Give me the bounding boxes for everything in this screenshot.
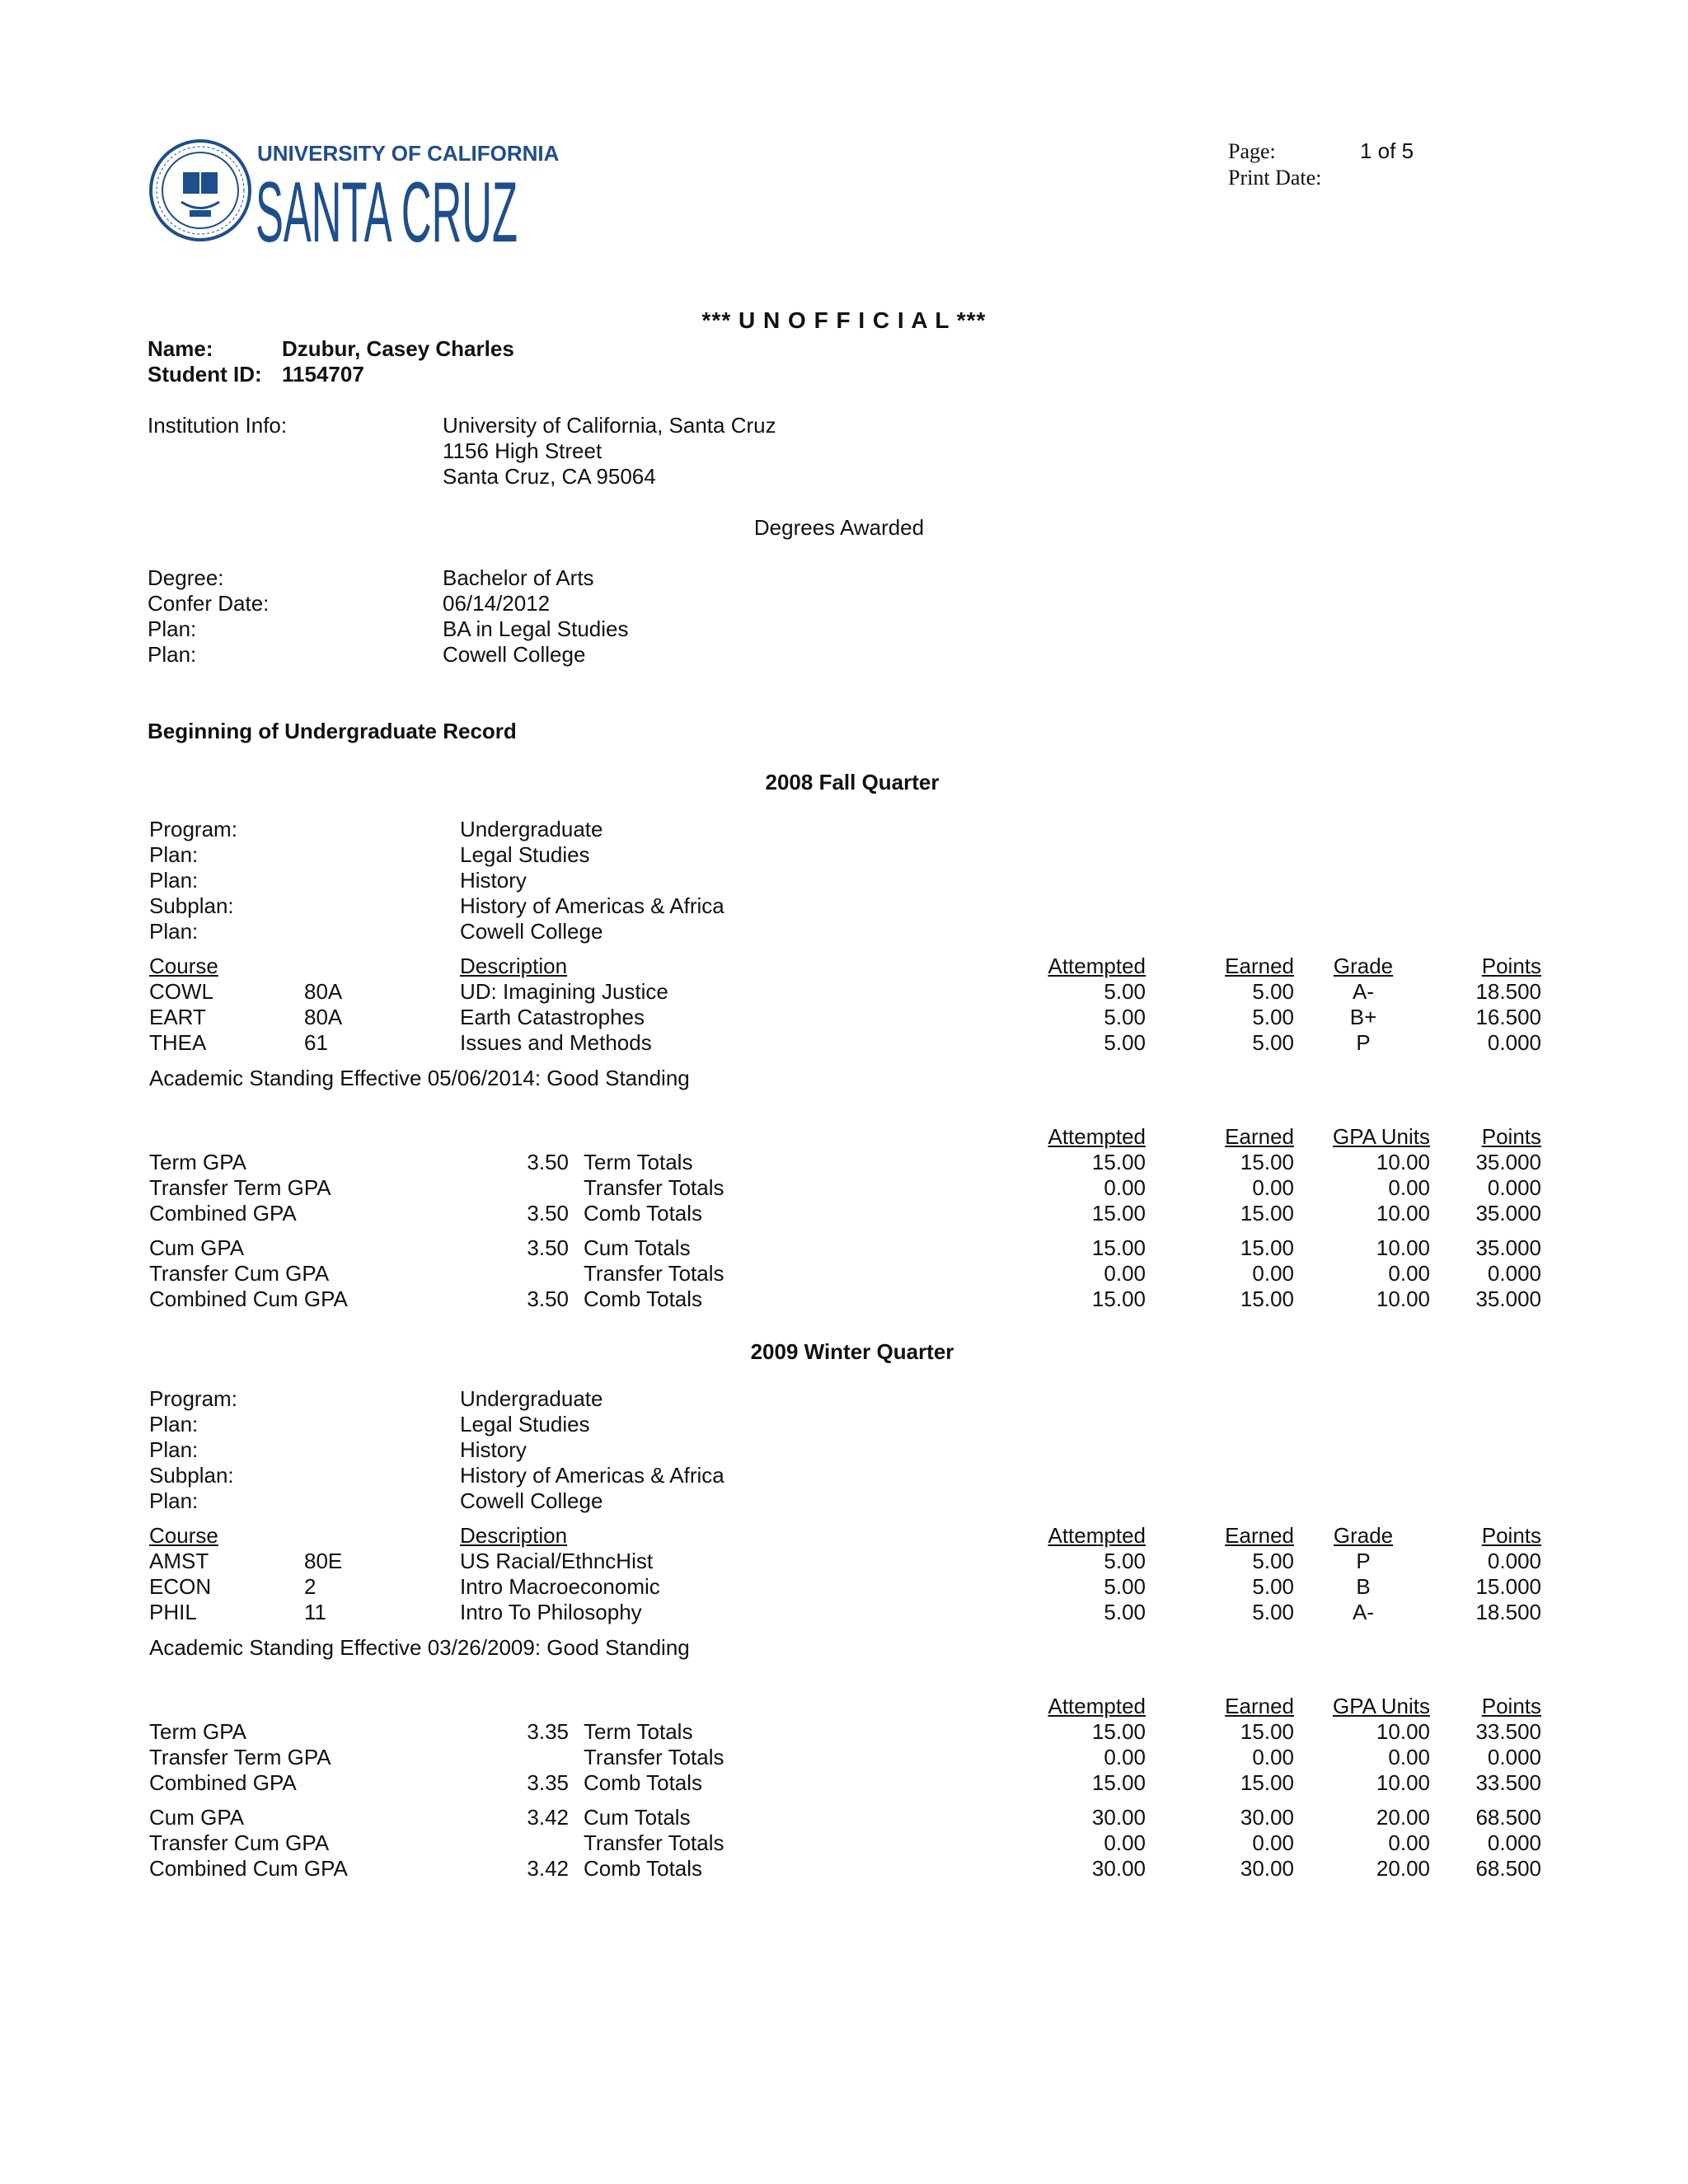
totals-points: 35.000: [1475, 1150, 1541, 1174]
course-attempted: 5.00: [1104, 1005, 1146, 1029]
course-earned: 5.00: [1252, 979, 1294, 1004]
gpa-value: 3.35: [527, 1719, 569, 1744]
degree-label: Degree:: [148, 565, 224, 590]
totals-gpa-units: 20.00: [1376, 1805, 1430, 1830]
course-subject: ECON: [149, 1574, 212, 1599]
program-label: Plan:: [149, 1488, 199, 1513]
course-earned: 5.00: [1252, 1549, 1294, 1573]
totals-gpa-units: 20.00: [1376, 1856, 1430, 1881]
totals-earned: 15.00: [1240, 1201, 1294, 1226]
program-value: Cowell College: [460, 1488, 603, 1513]
totals-earned: 15.00: [1240, 1286, 1294, 1311]
totals-gpa-units: 0.00: [1388, 1261, 1430, 1286]
totals-points: 33.500: [1475, 1719, 1541, 1744]
academic-standing: Academic Standing Effective 05/06/2014: Good Standing: [149, 1066, 690, 1090]
totals-earned: 15.00: [1240, 1150, 1294, 1174]
program-label: Subplan:: [149, 893, 234, 918]
points-header: Points: [1481, 1523, 1541, 1548]
course-subject: PHIL: [149, 1600, 197, 1624]
gpa-label: Combined GPA: [149, 1770, 297, 1795]
degree-label: Plan:: [148, 642, 197, 667]
totals-gpa-units: 10.00: [1376, 1770, 1430, 1795]
course-points: 0.000: [1487, 1549, 1541, 1573]
description-header: Description: [460, 954, 568, 978]
earned-header: Earned: [1225, 1523, 1294, 1548]
course-description: Earth Catastrophes: [460, 1005, 645, 1029]
course-subject: COWL: [149, 979, 213, 1004]
course-subject: EART: [149, 1005, 206, 1029]
points-header: Points: [1481, 954, 1541, 978]
degree-value: Bachelor of Arts: [443, 565, 594, 590]
course-number: 61: [304, 1030, 328, 1055]
totals-points: 0.000: [1487, 1175, 1541, 1200]
course-subject: AMST: [149, 1549, 209, 1573]
totals-attempted: 15.00: [1091, 1719, 1146, 1744]
course-points: 16.500: [1475, 1005, 1541, 1029]
course-points: 0.000: [1487, 1030, 1541, 1055]
totals-earned: 0.00: [1252, 1745, 1294, 1769]
course-grade: P: [1356, 1030, 1371, 1055]
totals-attempted: 15.00: [1091, 1150, 1146, 1174]
gpa-value: 3.50: [527, 1150, 569, 1174]
totals-attempted: 0.00: [1104, 1830, 1146, 1855]
totals-label: Term Totals: [584, 1150, 693, 1174]
course-number: 2: [304, 1574, 316, 1599]
program-value: History: [460, 868, 527, 893]
university-logo: [148, 136, 560, 260]
totals-earned: 0.00: [1252, 1261, 1294, 1286]
institution-line: Santa Cruz, CA 95064: [443, 464, 656, 489]
totals-points: 33.500: [1475, 1770, 1541, 1795]
totals-attempted: 15.00: [1091, 1770, 1146, 1795]
totals-label: Cum Totals: [584, 1805, 691, 1830]
totals-gpa-units: 0.00: [1388, 1175, 1430, 1200]
program-value: History of Americas & Africa: [460, 1463, 724, 1488]
attempted-header: Attempted: [1048, 1523, 1146, 1548]
totals-earned: 0.00: [1252, 1830, 1294, 1855]
program-label: Plan:: [149, 842, 199, 867]
program-value: Cowell College: [460, 919, 603, 944]
totals-gpa-units: 10.00: [1376, 1150, 1430, 1174]
gpa-value: 3.50: [527, 1235, 569, 1260]
totals-gpa-units: 0.00: [1388, 1830, 1430, 1855]
program-label: Program:: [149, 1386, 237, 1411]
name-label: Name:: [148, 336, 213, 361]
totals-gpa-units: 10.00: [1376, 1286, 1430, 1311]
program-label: Program:: [149, 817, 237, 841]
gpa-label: Transfer Term GPA: [149, 1175, 331, 1200]
totals-attempted: 15.00: [1091, 1201, 1146, 1226]
degree-label: Plan:: [148, 616, 197, 641]
course-number: 11: [304, 1600, 326, 1624]
totals-points: 0.000: [1487, 1261, 1541, 1286]
program-value: Legal Studies: [460, 1412, 590, 1436]
totals-points: 68.500: [1475, 1856, 1541, 1881]
totals-points: 35.000: [1475, 1286, 1541, 1311]
totals-gpa-units: 10.00: [1376, 1235, 1430, 1260]
course-description: Intro To Philosophy: [460, 1600, 642, 1624]
totals-label: Cum Totals: [584, 1235, 691, 1260]
totals-points-header: Points: [1481, 1124, 1541, 1149]
totals-earned-header: Earned: [1225, 1124, 1294, 1149]
logo-line2: SANTA CRUZ: [256, 165, 518, 260]
totals-points: 0.000: [1487, 1745, 1541, 1769]
grade-header: Grade: [1333, 1523, 1394, 1548]
course-earned: 5.00: [1252, 1600, 1294, 1624]
record-heading: Beginning of Undergraduate Record: [148, 719, 517, 743]
totals-points-header: Points: [1481, 1694, 1541, 1718]
program-label: Plan:: [149, 919, 199, 944]
program-label: Plan:: [149, 1412, 199, 1436]
totals-label: Transfer Totals: [584, 1175, 724, 1200]
course-description: US Racial/EthncHist: [460, 1549, 654, 1573]
totals-points: 35.000: [1475, 1235, 1541, 1260]
totals-earned: 30.00: [1240, 1856, 1294, 1881]
course-grade: P: [1356, 1549, 1371, 1573]
program-value: Undergraduate: [460, 1386, 603, 1411]
course-points: 18.500: [1475, 1600, 1541, 1624]
gpa-label: Cum GPA: [149, 1805, 245, 1830]
gpa-value: 3.42: [527, 1805, 569, 1830]
earned-header: Earned: [1225, 954, 1294, 978]
gpa-label: Transfer Term GPA: [149, 1745, 331, 1769]
course-grade: B: [1356, 1574, 1371, 1599]
totals-label: Transfer Totals: [584, 1745, 724, 1769]
gpa-label: Cum GPA: [149, 1235, 245, 1260]
program-label: Plan:: [149, 868, 199, 893]
totals-points: 68.500: [1475, 1805, 1541, 1830]
grade-header: Grade: [1333, 954, 1394, 978]
term-title: 2008 Fall Quarter: [765, 770, 940, 794]
term-title: 2009 Winter Quarter: [750, 1339, 954, 1364]
totals-gpa-units: 10.00: [1376, 1719, 1430, 1744]
page-label: Page:: [1228, 139, 1276, 163]
course-earned: 5.00: [1252, 1030, 1294, 1055]
course-earned: 5.00: [1252, 1574, 1294, 1599]
totals-attempted: 0.00: [1104, 1261, 1146, 1286]
totals-label: Comb Totals: [584, 1286, 703, 1311]
totals-points: 0.000: [1487, 1830, 1541, 1855]
document-title: *** U N O F F I C I A L ***: [701, 307, 987, 333]
program-label: Subplan:: [149, 1463, 234, 1488]
totals-attempted: 15.00: [1091, 1235, 1146, 1260]
totals-gpa-units-header: GPA Units: [1332, 1124, 1430, 1149]
institution-label: Institution Info:: [148, 413, 288, 438]
totals-attempted: 15.00: [1091, 1286, 1146, 1311]
degree-label: Confer Date:: [148, 591, 270, 616]
gpa-label: Combined GPA: [149, 1201, 297, 1226]
program-value: History of Americas & Africa: [460, 893, 724, 918]
degree-value: BA in Legal Studies: [443, 616, 629, 641]
course-number: 80A: [304, 979, 343, 1004]
totals-earned: 0.00: [1252, 1175, 1294, 1200]
totals-label: Transfer Totals: [584, 1830, 724, 1855]
institution-line: 1156 High Street: [443, 438, 603, 463]
student-name: Dzubur, Casey Charles: [282, 336, 514, 361]
gpa-label: Term GPA: [149, 1719, 246, 1744]
seal-icon: [148, 136, 560, 260]
course-description: Intro Macroeconomic: [460, 1574, 660, 1599]
totals-earned: 15.00: [1240, 1719, 1294, 1744]
course-grade: B+: [1349, 1005, 1377, 1029]
student-id: 1154707: [282, 362, 364, 387]
totals-label: Comb Totals: [584, 1201, 703, 1226]
course-attempted: 5.00: [1104, 1549, 1146, 1573]
degrees-heading: Degrees Awarded: [753, 515, 925, 540]
course-attempted: 5.00: [1104, 1600, 1146, 1624]
totals-earned-header: Earned: [1225, 1694, 1294, 1718]
degree-value: Cowell College: [443, 642, 586, 667]
program-value: Undergraduate: [460, 817, 603, 841]
totals-earned: 30.00: [1240, 1805, 1294, 1830]
gpa-label: Transfer Cum GPA: [149, 1830, 330, 1855]
totals-earned: 15.00: [1240, 1770, 1294, 1795]
logo-line1: UNIVERSITY OF CALIFORNIA: [257, 141, 560, 166]
course-attempted: 5.00: [1104, 1574, 1146, 1599]
totals-earned: 15.00: [1240, 1235, 1294, 1260]
course-attempted: 5.00: [1104, 979, 1146, 1004]
course-grade: A-: [1353, 1600, 1374, 1624]
course-points: 15.000: [1475, 1574, 1541, 1599]
totals-label: Term Totals: [584, 1719, 693, 1744]
course-number: 80E: [304, 1549, 343, 1573]
totals-label: Transfer Totals: [584, 1261, 724, 1286]
print-date-label: Print Date:: [1228, 166, 1322, 190]
course-number: 80A: [304, 1005, 343, 1029]
page-value: 1 of 5: [1360, 138, 1414, 163]
course-points: 18.500: [1475, 979, 1541, 1004]
gpa-value: 3.50: [527, 1201, 569, 1226]
gpa-label: Combined Cum GPA: [149, 1856, 348, 1881]
totals-label: Comb Totals: [584, 1856, 703, 1881]
gpa-label: Term GPA: [149, 1150, 246, 1174]
totals-attempted: 0.00: [1104, 1745, 1146, 1769]
gpa-value: 3.42: [527, 1856, 569, 1881]
attempted-header: Attempted: [1048, 954, 1146, 978]
totals-gpa-units: 10.00: [1376, 1201, 1430, 1226]
institution-line: University of California, Santa Cruz: [443, 413, 776, 438]
program-label: Plan:: [149, 1437, 199, 1462]
course-description: Issues and Methods: [460, 1030, 652, 1055]
program-value: Legal Studies: [460, 842, 590, 867]
totals-points: 35.000: [1475, 1201, 1541, 1226]
gpa-value: 3.35: [527, 1770, 569, 1795]
course-earned: 5.00: [1252, 1005, 1294, 1029]
totals-label: Comb Totals: [584, 1770, 703, 1795]
totals-attempted-header: Attempted: [1048, 1124, 1146, 1149]
totals-attempted: 30.00: [1091, 1856, 1146, 1881]
gpa-value: 3.50: [527, 1286, 569, 1311]
course-attempted: 5.00: [1104, 1030, 1146, 1055]
course-header: Course: [149, 954, 218, 978]
course-description: UD: Imagining Justice: [460, 979, 668, 1004]
course-header: Course: [149, 1523, 218, 1548]
totals-gpa-units-header: GPA Units: [1332, 1694, 1430, 1718]
gpa-label: Combined Cum GPA: [149, 1286, 348, 1311]
totals-attempted-header: Attempted: [1048, 1694, 1146, 1718]
totals-attempted: 0.00: [1104, 1175, 1146, 1200]
totals-gpa-units: 0.00: [1388, 1745, 1430, 1769]
course-grade: A-: [1353, 979, 1374, 1004]
program-value: History: [460, 1437, 527, 1462]
degree-value: 06/14/2012: [443, 591, 551, 616]
course-subject: THEA: [149, 1030, 207, 1055]
totals-attempted: 30.00: [1091, 1805, 1146, 1830]
description-header: Description: [460, 1523, 568, 1548]
academic-standing: Academic Standing Effective 03/26/2009: Good Standing: [149, 1635, 690, 1660]
student-id-label: Student ID:: [148, 362, 262, 387]
gpa-label: Transfer Cum GPA: [149, 1261, 330, 1286]
